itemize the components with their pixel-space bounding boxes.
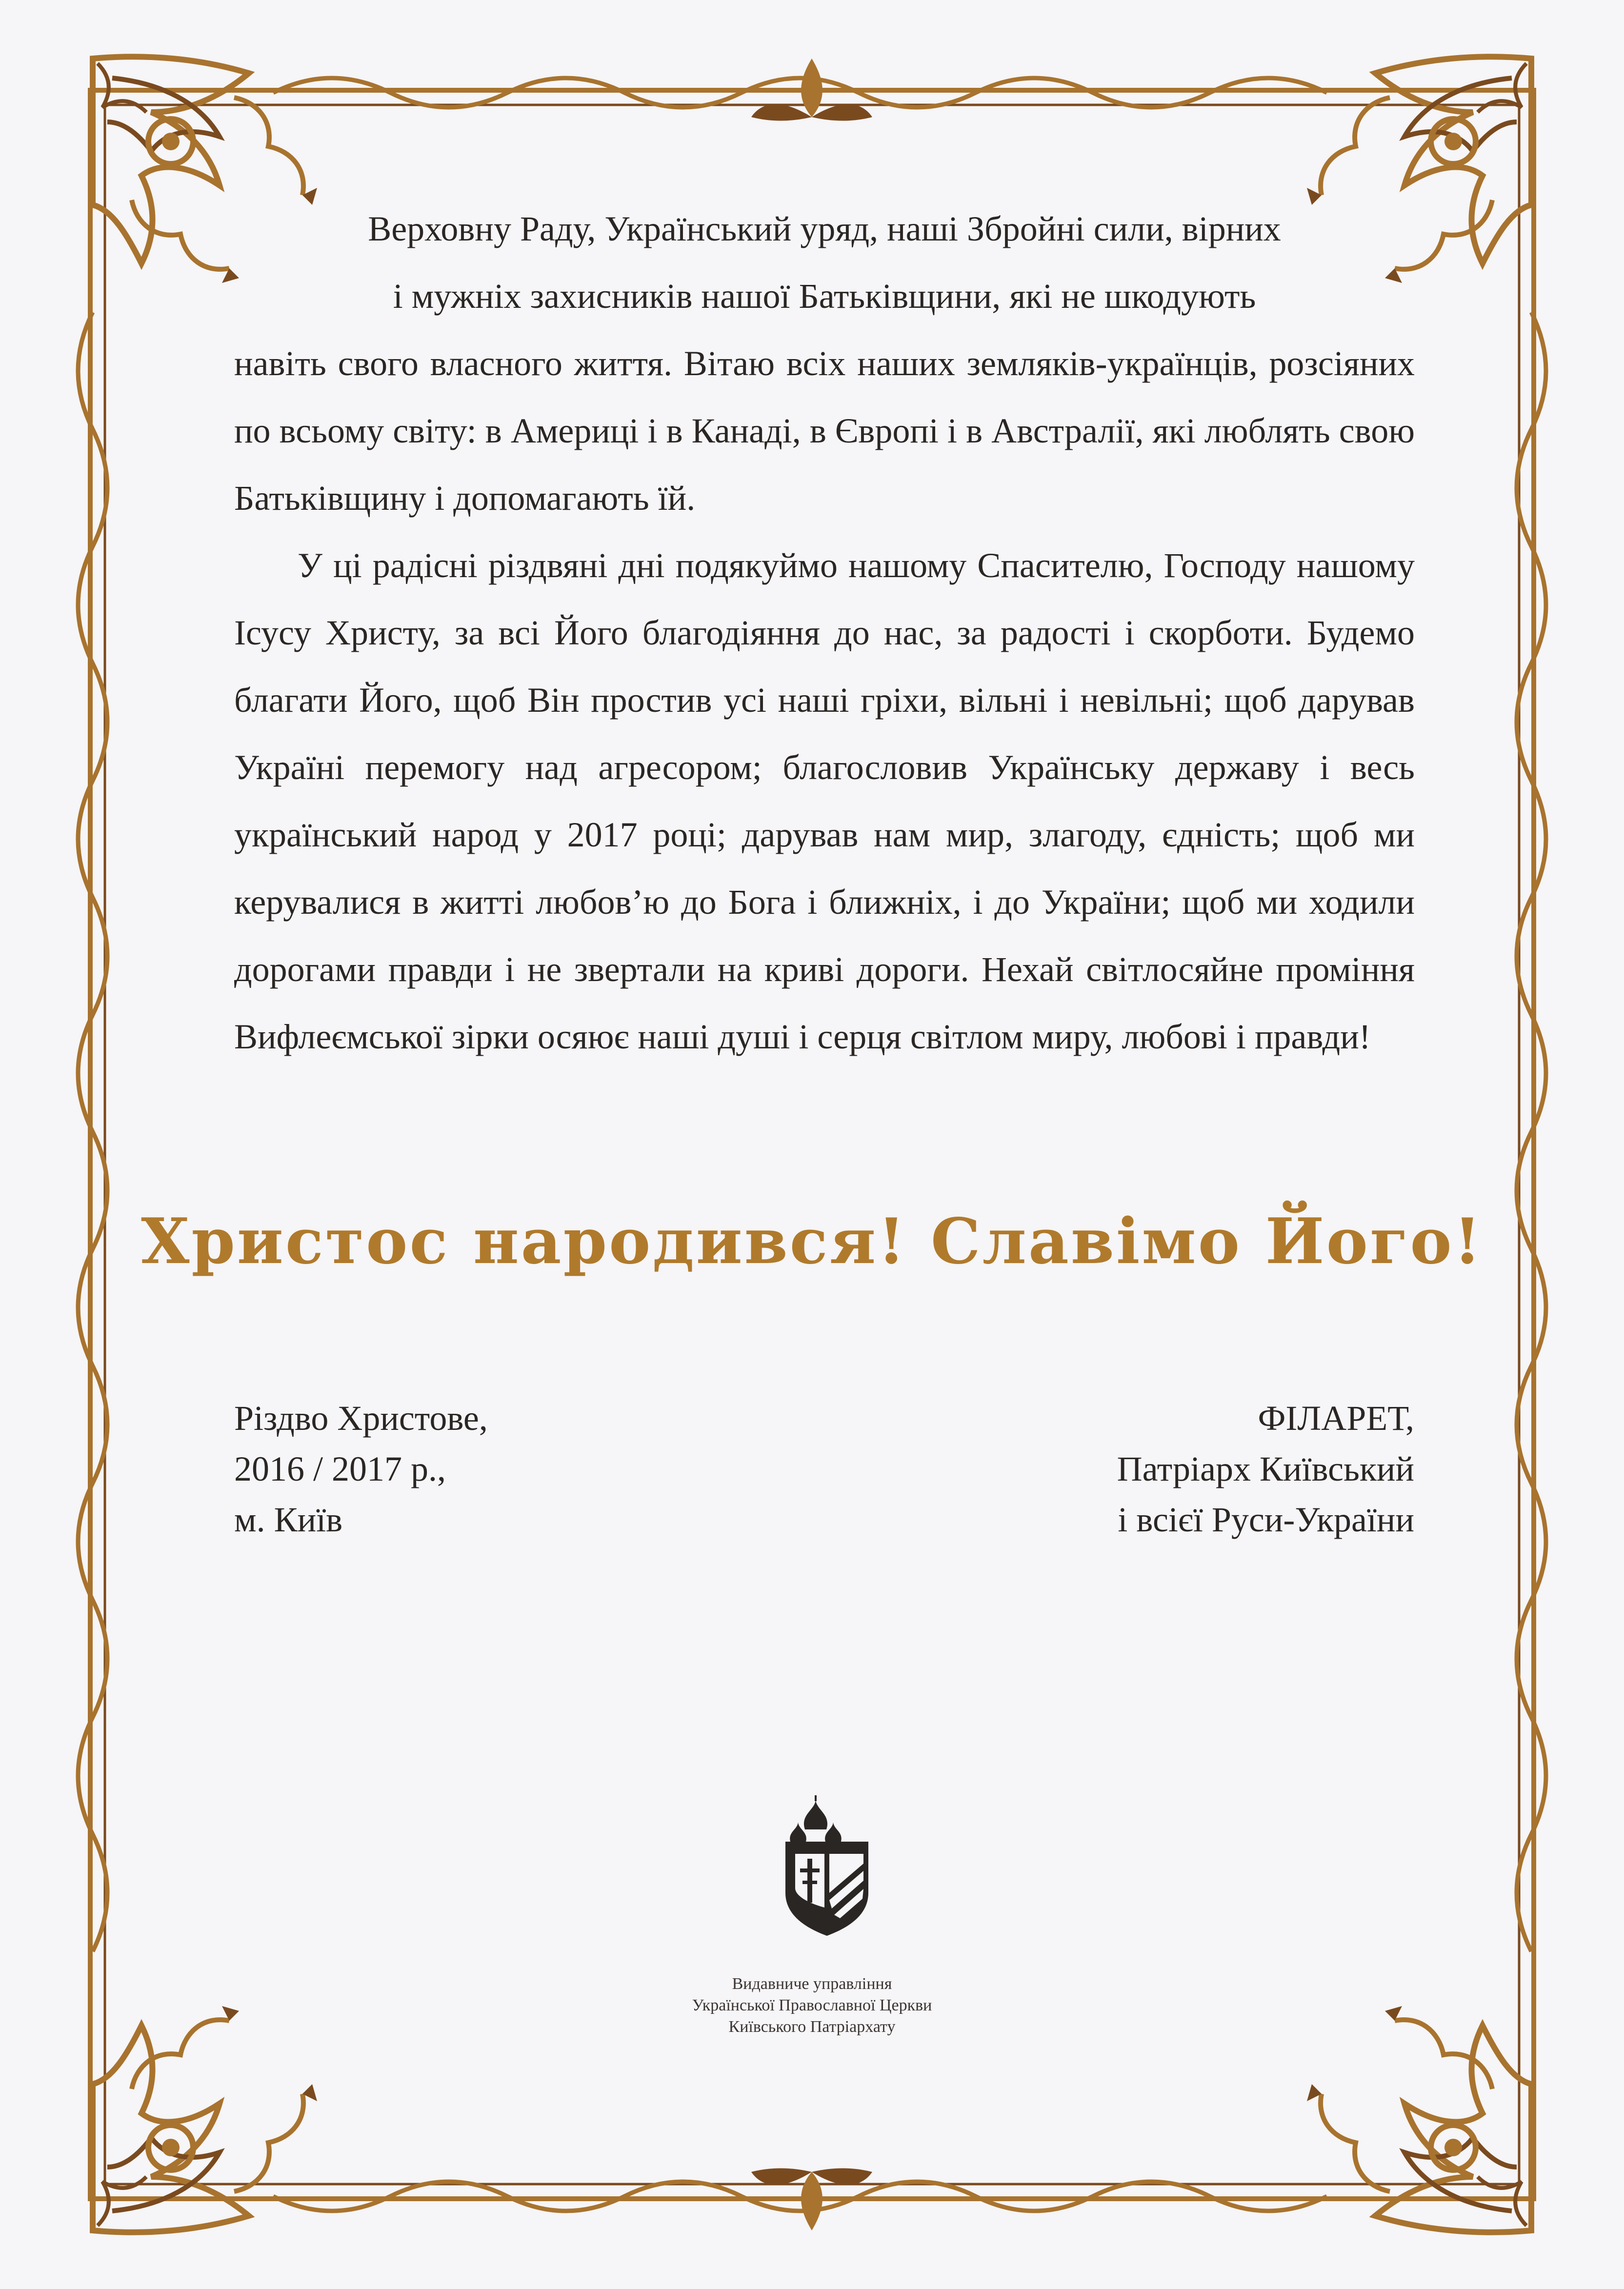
paragraph-1-second-line: і мужніх захисників нашої Батьківщини, які не шкодують bbox=[393, 277, 1256, 316]
publisher-line-3: Київського Патріархату bbox=[728, 2018, 896, 2036]
date-place-block bbox=[234, 1393, 488, 1545]
signatory-name: ФІЛАРЕТ, bbox=[1258, 1399, 1414, 1438]
publisher-line-1: Видавниче управління bbox=[732, 1975, 892, 1993]
publisher-emblem-icon bbox=[781, 1795, 873, 1937]
signatory-title-1: Патріарх Київський bbox=[1117, 1449, 1414, 1488]
paragraph-1 bbox=[234, 195, 1415, 532]
place-line: м. Київ bbox=[234, 1500, 343, 1539]
signatory-title-2: і всієї Руси-України bbox=[1118, 1500, 1414, 1539]
paragraph-1-first-line: Верховну Раду, Український уряд, наші Збройні сили, вірних bbox=[368, 209, 1281, 248]
letter-body bbox=[234, 195, 1415, 1070]
signature-block bbox=[1117, 1393, 1414, 1545]
publisher-line-2: Української Православної Церкви bbox=[692, 1996, 932, 2014]
paragraph-1-rest: навіть свого власного життя. Вітаю всіх наших земляків-українців, розсіяних по всьому світу: в Америці і в Канаді, в Європі і в Австралії, які люблять свою Батьківщину і допомагають їй. bbox=[234, 344, 1415, 518]
paragraph-2: У ці радісні різдвяні дні подякуймо нашому Спасителю, Господу нашому Ісусу Христу, за всі Його благодіяння до нас, за радості і скорботи. Будемо благати Його, щоб Він простив усі наші гріхи, вільні і невільні; щоб дарував Україні перемогу над агресором; благословив Українську державу і весь український народ у 2017 році; дарував нам мир, злагоду, єдність; щоб ми керувалися в житті любов’ю до Бога і ближніх, і до України; щоб ми ходили дорогами правди і не звертали на криві дороги. Нехай світлосяйне проміння Вифлеємської зірки осяює наші душі і серця світлом миру, любові і правди! bbox=[234, 546, 1415, 1056]
date-line-2: 2016 / 2017 р., bbox=[234, 1449, 446, 1488]
publisher-credit bbox=[0, 1973, 1624, 2038]
christmas-greeting: Христос народився! Славімо Його! bbox=[141, 1205, 1483, 1278]
date-line-1: Різдво Христове, bbox=[234, 1399, 488, 1438]
